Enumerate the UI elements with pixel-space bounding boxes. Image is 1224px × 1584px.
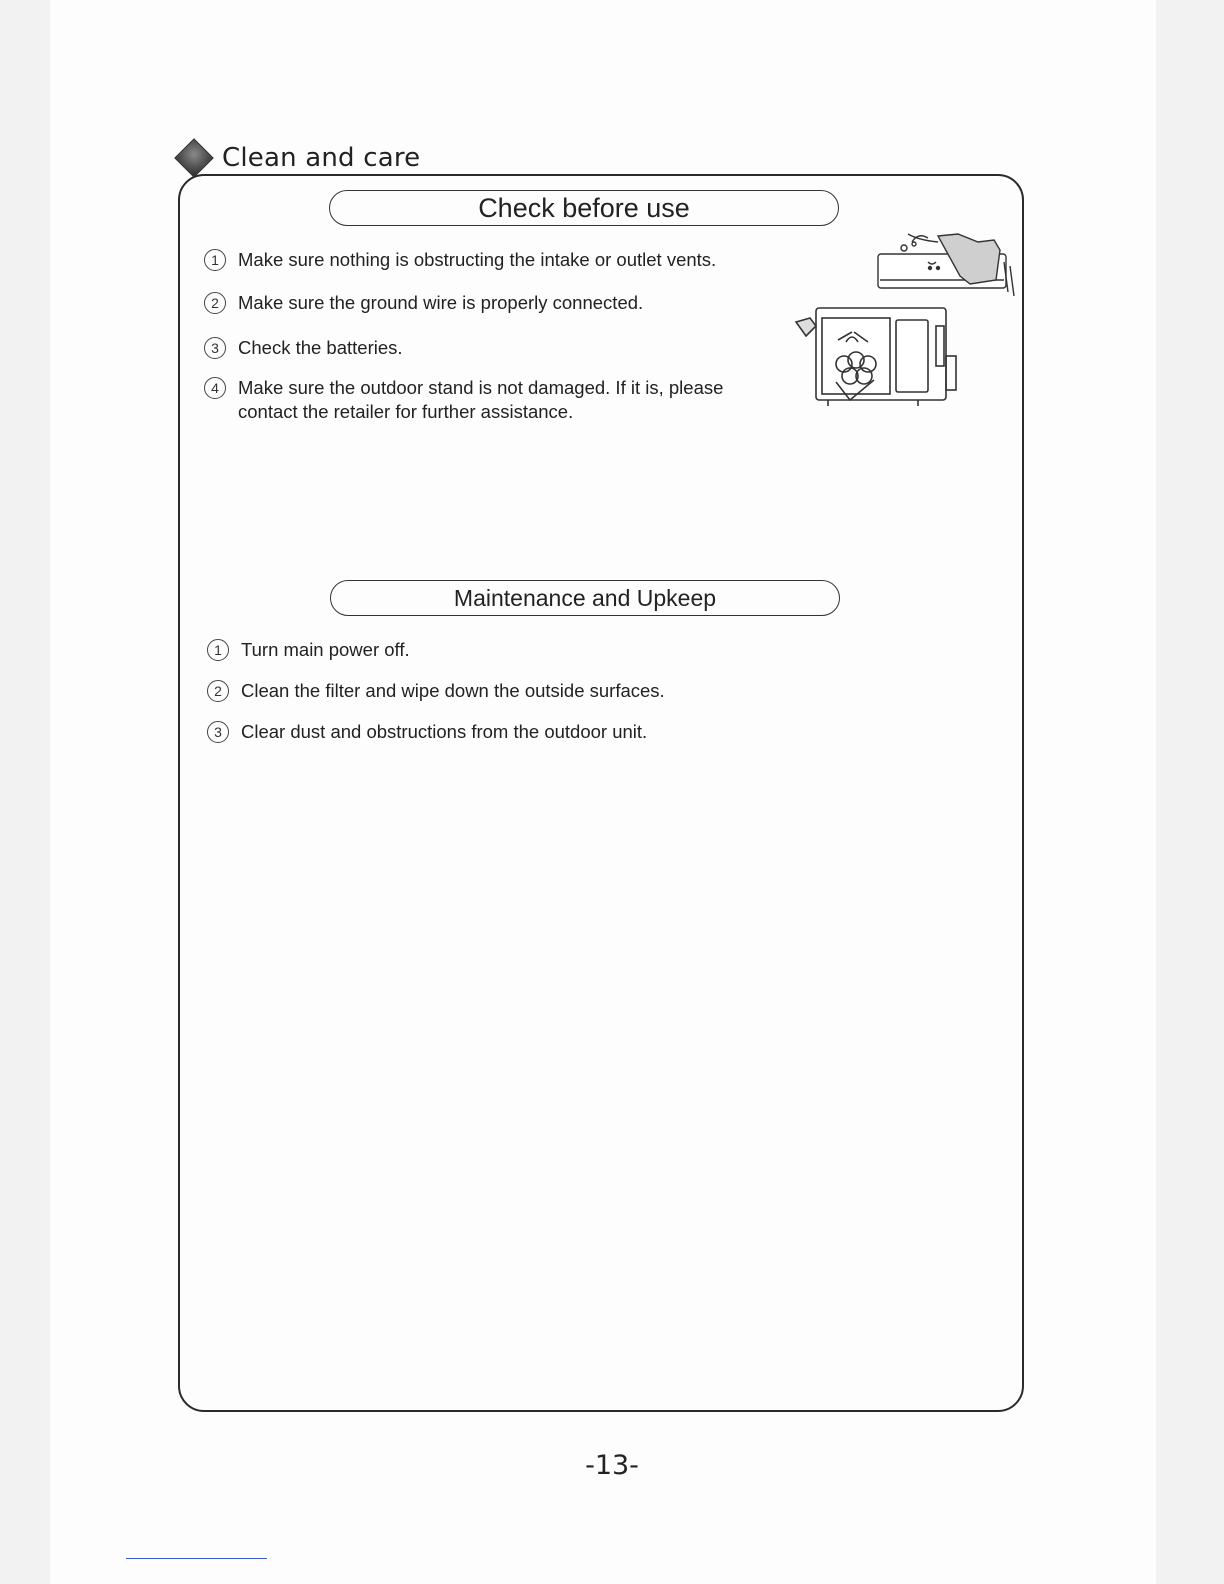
check-item-2 [204, 291, 643, 315]
circled-number: 1 [207, 639, 229, 661]
circled-number: 4 [204, 377, 226, 399]
air-conditioner-illustration [788, 222, 1024, 412]
check-item-4 [204, 376, 728, 424]
check-item-text: Make sure the ground wire is properly connected. [238, 292, 644, 313]
check-item-text: Make sure nothing is obstructing the intake or outlet vents. [238, 249, 717, 270]
circled-number: 1 [204, 249, 226, 271]
section-heading [176, 140, 420, 176]
page-number: -13- [585, 1450, 639, 1481]
check-item-3 [204, 336, 403, 360]
maintenance-item-2 [207, 679, 665, 703]
maintenance-title: Maintenance and Upkeep [330, 580, 840, 616]
maintenance-item-text: Clean the filter and wipe down the outside surfaces. [241, 680, 665, 701]
maintenance-item-text: Turn main power off. [241, 639, 410, 660]
outdoor-unit-drawing [796, 308, 956, 406]
check-item-text: Make sure the outdoor stand is not damaged. If it is, please contact the retailer for further assistance. [238, 377, 724, 422]
check-before-use-title: Check before use [329, 190, 839, 226]
footer-link-underline [126, 1558, 267, 1559]
maintenance-item-1 [207, 638, 410, 662]
diamond-bullet-icon [174, 138, 214, 178]
circled-number: 3 [207, 721, 229, 743]
circled-number: 2 [207, 680, 229, 702]
maintenance-item-text: Clear dust and obstructions from the outdoor unit. [241, 721, 648, 742]
indoor-unit-drawing [878, 234, 1014, 296]
check-item-1 [204, 248, 716, 272]
circled-number: 2 [204, 292, 226, 314]
check-item-text: Check the batteries. [238, 337, 403, 358]
circled-number: 3 [204, 337, 226, 359]
maintenance-item-3 [207, 720, 647, 744]
section-title: Clean and care [222, 143, 421, 173]
